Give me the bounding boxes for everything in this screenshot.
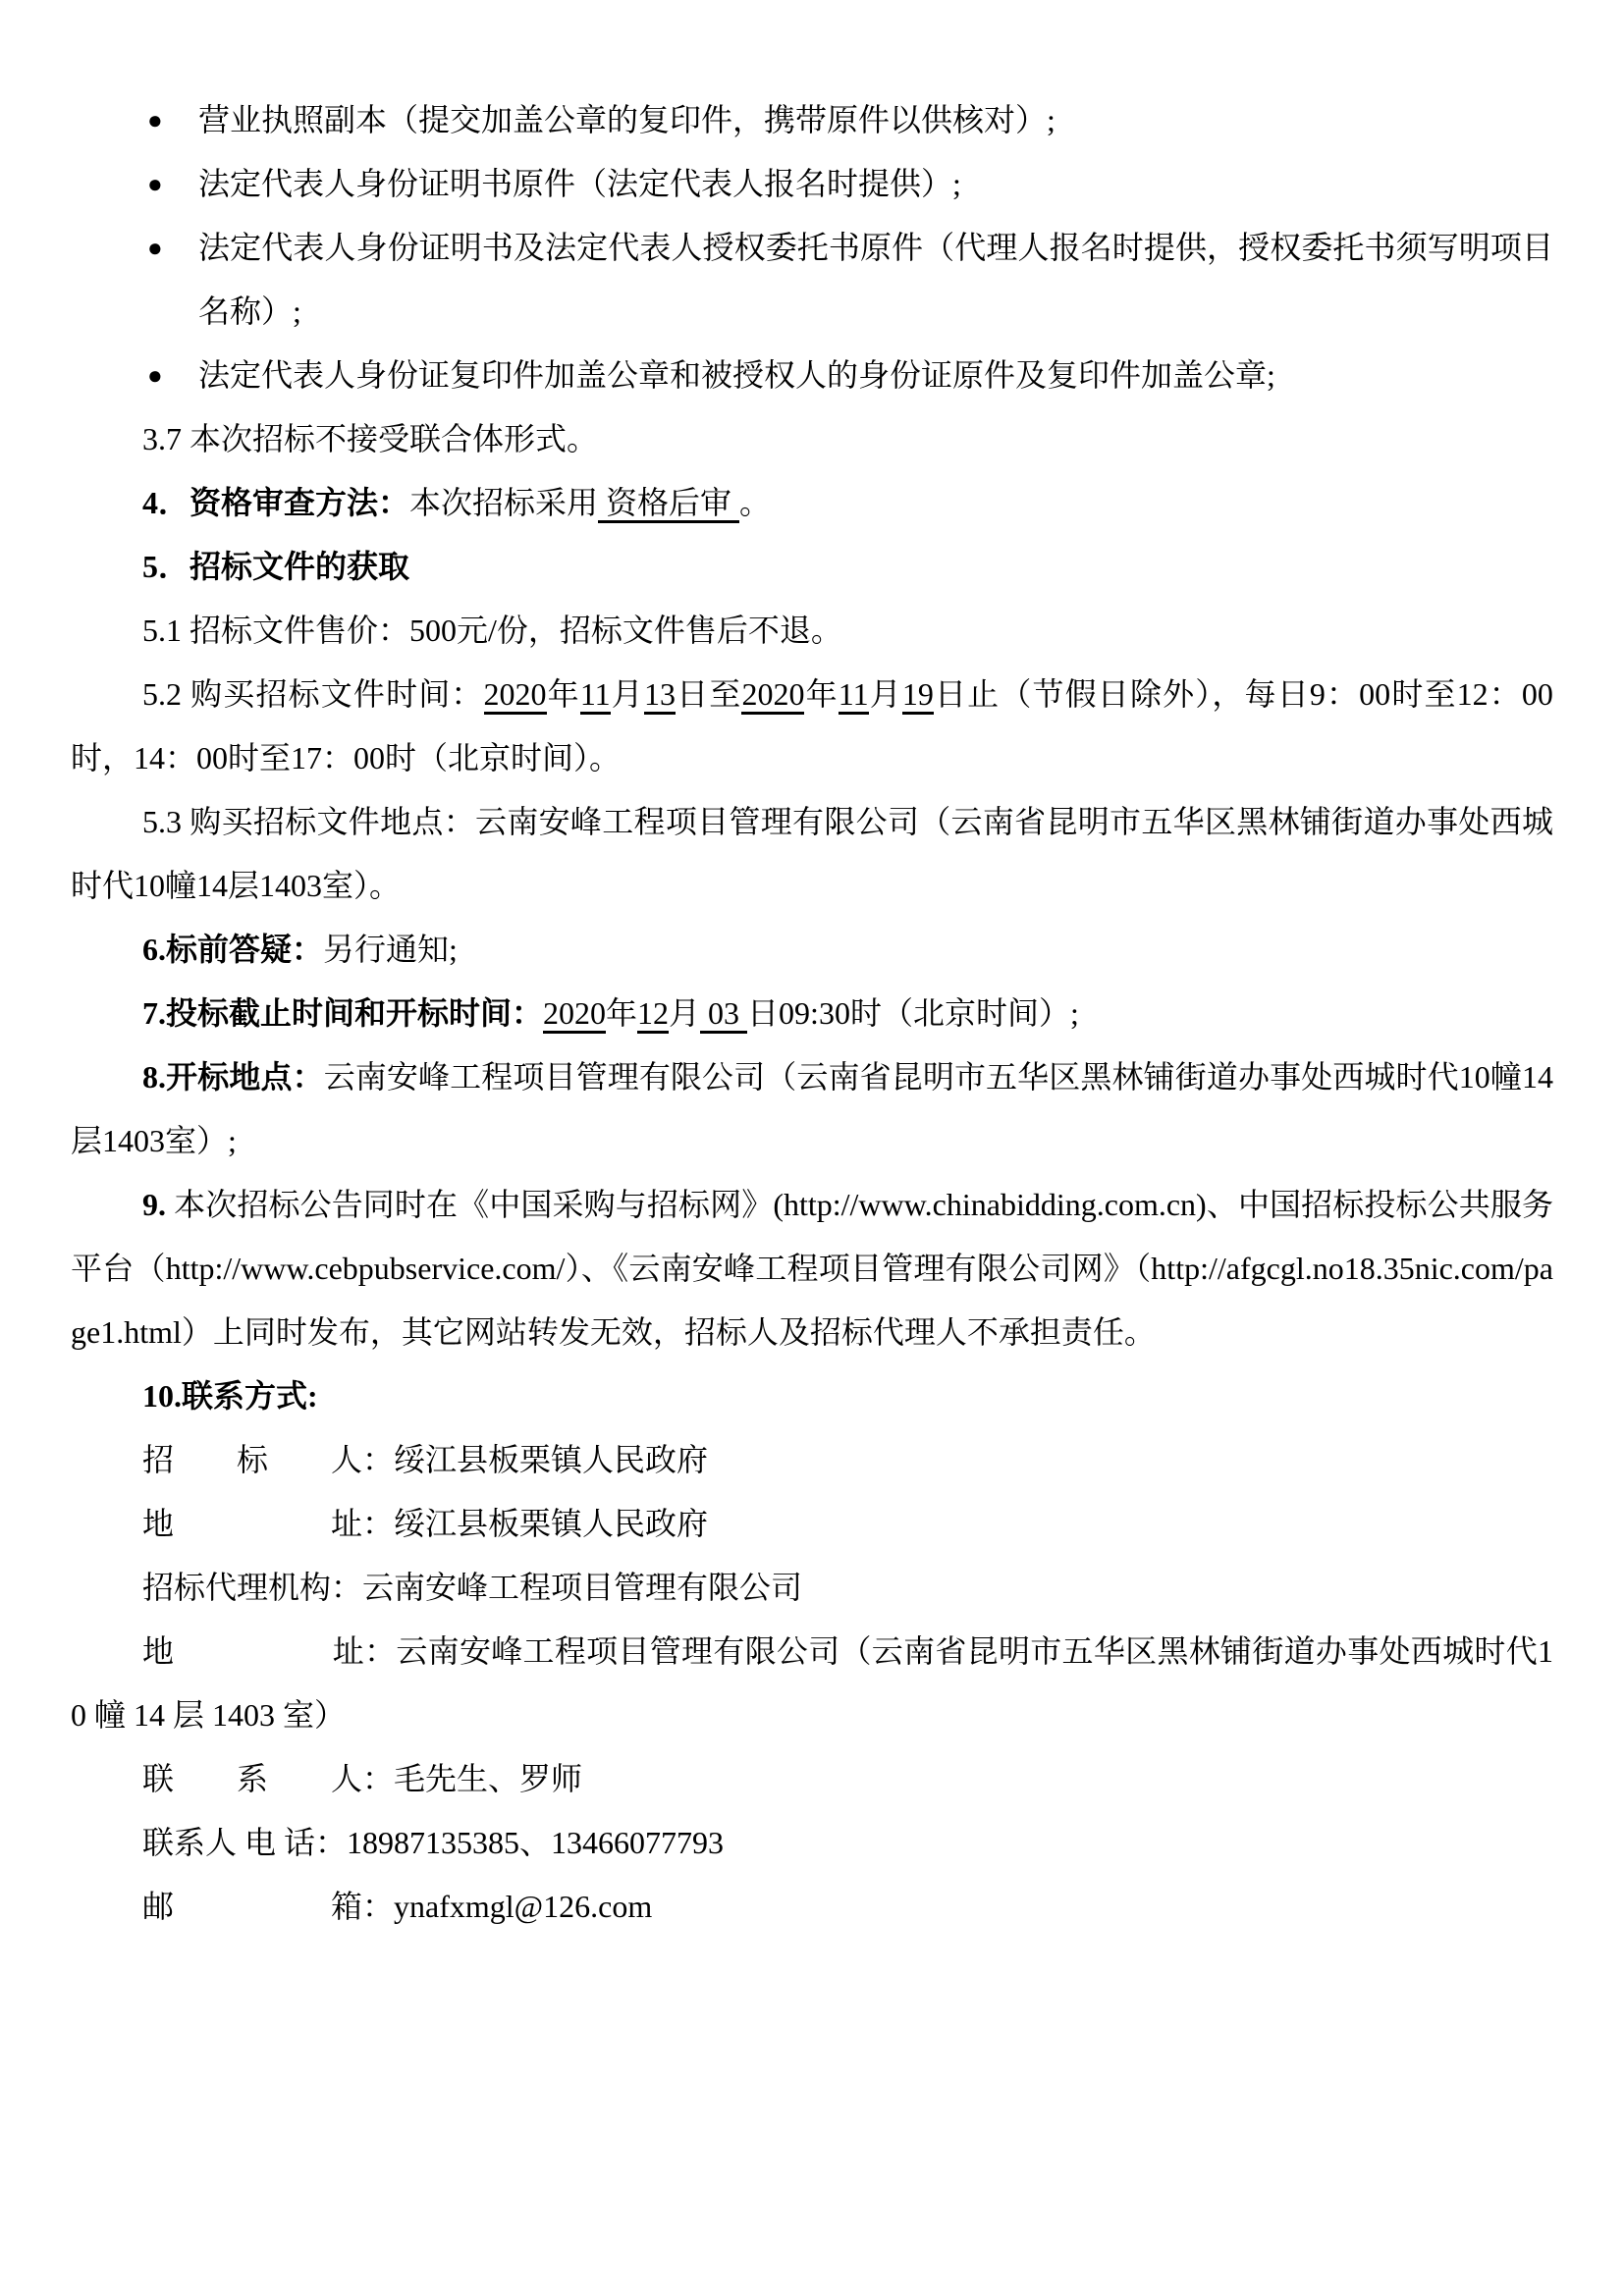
- text-segment: 招标代理机构：云南安峰工程项目管理有限公司: [142, 1570, 803, 1605]
- text-segment: 5.3 购买招标文件地点：云南安峰工程项目管理有限公司（云南省昆明市五华区黑林铺街道办事处西城时代10幢14层1403室）。: [71, 804, 1553, 903]
- text-segment: 5.2 购买招标文件时间：: [142, 676, 484, 712]
- contact-agency: [71, 1556, 1553, 1620]
- text-segment: 地 址：绥江县板栗镇人民政府: [142, 1506, 709, 1541]
- clause-4-qualification-review: [71, 471, 1553, 535]
- contact-person: [71, 1747, 1553, 1811]
- text-segment: 联系人 电 话：18987135385、13466077793: [142, 1825, 725, 1860]
- text-segment: 日止（节假日除外），每日9：00时至12：00时，14：00时至17：00时（北京时间）。: [71, 676, 1553, 775]
- text-segment: 月: [868, 676, 902, 712]
- clause-8-opening-place: [71, 1045, 1553, 1173]
- bullet-business-license: [71, 88, 1553, 152]
- text-segment: 年: [546, 676, 580, 712]
- clause-3-7-no-consortium: [71, 407, 1553, 471]
- text-segment: 年: [606, 995, 638, 1031]
- underlined-value: 2020: [543, 995, 606, 1034]
- text-segment: 地 址：云南安峰工程项目管理有限公司（云南省昆明市五华区黑林铺街道办事处西城时代10 幢 14 层 1403 室）: [71, 1633, 1553, 1733]
- underlined-value: 12: [637, 995, 669, 1034]
- clause-10-contact-heading: [71, 1364, 1553, 1428]
- underlined-value: 11: [580, 676, 611, 715]
- text-segment: 月: [610, 676, 644, 712]
- text-segment: 招 标 人：绥江县板栗镇人民政府: [142, 1442, 709, 1477]
- underlined-value: 13: [644, 676, 676, 715]
- clause-5-document-obtain-heading: [71, 535, 1553, 599]
- contact-phone: [71, 1811, 1553, 1875]
- bullet-icon: ●: [147, 106, 163, 134]
- text-segment: 5.1 招标文件售价：500元/份，招标文件售后不退。: [142, 613, 842, 648]
- text-segment: 营业执照副本（提交加盖公章的复印件，携带原件以供核对）;: [198, 102, 1056, 137]
- bullet-legal-rep-certificate: [71, 152, 1553, 216]
- bullet-icon: ●: [147, 234, 163, 262]
- underlined-value: 2020: [484, 676, 547, 715]
- clause-label: 10.联系方式:: [142, 1378, 318, 1414]
- clause-label: 7.投标截止时间和开标时间：: [142, 995, 544, 1031]
- document-content: [71, 88, 1553, 1939]
- contact-tenderer-address: [71, 1492, 1553, 1556]
- clause-label: 6.标前答疑：: [142, 932, 324, 967]
- clause-5-3-purchase-place: [71, 790, 1553, 918]
- clause-label: 9.: [142, 1187, 166, 1222]
- clause-label: 8.开标地点：: [142, 1059, 324, 1095]
- bullet-icon: ●: [147, 361, 163, 390]
- clause-5-1-price: [71, 599, 1553, 663]
- text-segment: 本次招标采用: [409, 485, 599, 520]
- text-segment: 年: [804, 676, 839, 712]
- clause-9-announcement-websites: [71, 1173, 1553, 1364]
- text-segment: 月: [669, 995, 701, 1031]
- underlined-value: 11: [839, 676, 869, 715]
- bullet-id-copies: [71, 344, 1553, 407]
- text-segment: 日09:30时（北京时间）;: [747, 995, 1079, 1031]
- clause-label: 4．资格审查方法：: [142, 485, 410, 520]
- underlined-value: 03: [700, 995, 747, 1034]
- text-segment: 联 系 人：毛先生、罗师: [142, 1761, 583, 1796]
- text-segment: 3.7 本次招标不接受联合体形式。: [142, 421, 599, 456]
- text-segment: 日至: [675, 676, 742, 712]
- clause-5-2-purchase-time: [71, 663, 1553, 790]
- text-segment: 邮 箱：ynafxmgl@126.com: [142, 1889, 653, 1924]
- clause-6-pre-bid-qa: [71, 918, 1553, 982]
- clause-label: 5．招标文件的获取: [142, 549, 410, 584]
- underlined-value: 19: [902, 676, 934, 715]
- underlined-value: 资格后审: [598, 485, 739, 523]
- text-segment: 法定代表人身份证复印件加盖公章和被授权人的身份证原件及复印件加盖公章;: [198, 357, 1275, 393]
- contact-tenderer: [71, 1428, 1553, 1492]
- contact-email: [71, 1875, 1553, 1939]
- underlined-value: 2020: [741, 676, 804, 715]
- text-segment: 本次招标公告同时在《中国采购与招标网》(http://www.chinabidding.com.cn)、中国招标投标公共服务平台（http://www.cebpubservice.com/）、《云南安峰工程项目管理有限公司网》（http://afgcgl.no18.35nic.com/page1.html）上同时发布，其它网站转发无效，招标人及招标代理人不承担责任。: [71, 1187, 1553, 1350]
- contact-agency-address: [71, 1620, 1553, 1747]
- text-segment: 。: [739, 485, 772, 520]
- clause-7-deadline-opening-time: [71, 982, 1553, 1045]
- bullet-authorization-letter: [71, 216, 1553, 344]
- text-segment: 云南安峰工程项目管理有限公司（云南省昆明市五华区黑林铺街道办事处西城时代10幢14层1403室）;: [71, 1059, 1553, 1158]
- text-segment: 法定代表人身份证明书原件（法定代表人报名时提供）;: [198, 166, 961, 201]
- bullet-icon: ●: [147, 170, 163, 198]
- text-segment: 另行通知;: [323, 932, 458, 967]
- text-segment: 法定代表人身份证明书及法定代表人授权委托书原件（代理人报名时提供，授权委托书须写明项目名称）;: [198, 230, 1553, 329]
